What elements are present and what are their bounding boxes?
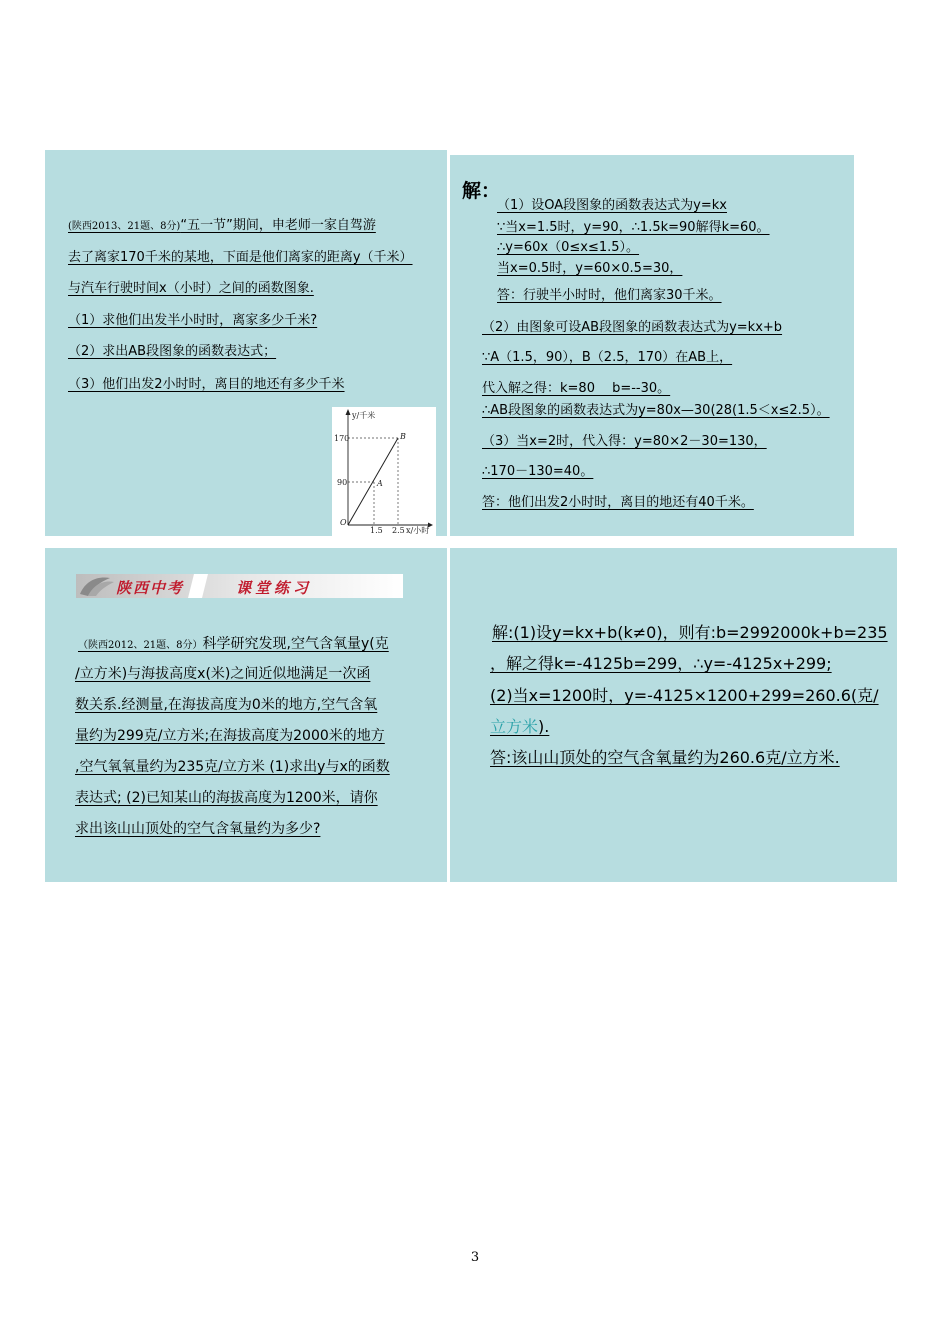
q4-line-1 [68, 214, 376, 233]
tick-170: 170 [334, 434, 350, 443]
tick-90: 90 [337, 478, 348, 487]
q4-source: (陕西2013、21题、8分) [68, 221, 181, 232]
point-a-label: A [377, 479, 383, 488]
sol4-line-6: （2）由图象可设AB段图象的函数表达式为y=kx+b [482, 320, 783, 335]
q5-line-2: /立方米)与海拔高度x(米)之间近似地满足一次函 [75, 666, 371, 682]
sol5-line-4 [490, 714, 549, 737]
y-axis-arrow [346, 409, 351, 415]
sol4-line-12: 答：他们出发2小时时，离目的地还有40千米。 [482, 495, 754, 510]
sol4-line-3: ∴y=60x（0≤x≤1.5）。 [497, 240, 640, 255]
sol4-line-1: （1）设OA段图象的函数表达式为y=kx [497, 198, 727, 213]
banner-right-text: 课堂练习 [236, 579, 313, 597]
sol5-line-4-end: ). [538, 717, 550, 736]
graph-svg [332, 407, 436, 536]
origin-label: O [340, 518, 347, 527]
q5-text-1: 科学研究发现,空气含氧量y(克 [202, 636, 389, 652]
graph-x-label: x/小时 [406, 526, 430, 535]
sol4-line-2: ∵当x=1.5时，y=90，∴1.5k=90解得k=60。 [497, 220, 770, 235]
q5-line-6: 表达式; (2)已知某山的海拔高度为1200米，请你 [75, 790, 378, 806]
q4-line-6: （3）他们出发2小时时，离目的地还有多少千米 [68, 377, 345, 392]
banner-left-text: 陕西中考 [116, 579, 185, 597]
sol4-line-11: ∴170－130=40。 [482, 464, 594, 479]
q5-line-4: 量约为299克/立方米;在海拔高度为2000米的地方 [75, 728, 385, 744]
sol4-line-9: ∴AB段图象的函数表达式为y=80x—30(28(1.5＜x≤2.5）。 [482, 403, 830, 418]
sol5-line-2: ，解之得k=-4125b=299，∴y=-4125x+299; [490, 654, 832, 673]
sol4-line-4: 当x=0.5时，y=60×0.5=30， [497, 261, 683, 276]
q4-line-2: 去了离家170千米的某地，下面是他们离家的距离y（千米） [68, 250, 413, 265]
q5-source: （陕西2012、21题、8分） [78, 640, 203, 651]
page-number: 3 [470, 1250, 480, 1265]
graph-line-oab [348, 438, 398, 525]
graph-y-label: y/千米 [352, 411, 376, 420]
sol4-line-7: ∵A（1.5，90），B（2.5，170）在AB上， [482, 350, 733, 365]
q5-line-7: 求出该山山顶处的空气含氧量约为多少? [75, 821, 321, 837]
q5-line-1 [78, 633, 389, 653]
sol4-line-5: 答：行驶半小时时，他们离家30千米。 [497, 288, 722, 303]
sol5-line-1: 解:(1)设y=kx+b(k≠0)，则有:b=2992000k+b=235 [492, 623, 888, 642]
distance-time-graph [332, 407, 436, 536]
sol4-line-10: （3）当x=2时，代入得：y=80×2－30=130， [482, 434, 767, 449]
sol4-line-8: 代入解之得：k=80 b=--30。 [482, 381, 671, 396]
point-b-label: B [400, 432, 406, 441]
sol5-line-3: (2)当x=1200时，y=-4125×1200+299=260.6(克/ [490, 686, 879, 705]
q4-line-3: 与汽车行驶时间x（小时）之间的函数图象. [68, 281, 314, 296]
sol5-line-5: 答:该山山顶处的空气含氧量约为260.6克/立方米. [490, 748, 840, 767]
q4-line-5: （2）求出AB段图象的函数表达式； [68, 344, 277, 359]
section-banner [76, 574, 403, 598]
q4-text-1: “五一节”期间，申老师一家自驾游 [180, 218, 376, 233]
tick-1-5: 1.5 [370, 526, 383, 535]
sol5-unit-link: 立方米 [490, 717, 539, 736]
q4-line-4: （1）求他们出发半小时时，离家多少千米? [68, 313, 318, 328]
solution-4-heading: 解： [462, 180, 501, 202]
tick-2-5: 2.5 [392, 526, 405, 535]
q5-line-3: 数关系.经测量,在海拔高度为0米的地方,空气含氧 [75, 697, 378, 713]
q5-line-5: ,空气氧氧量约为235克/立方米 (1)求出y与x的函数 [75, 759, 390, 775]
